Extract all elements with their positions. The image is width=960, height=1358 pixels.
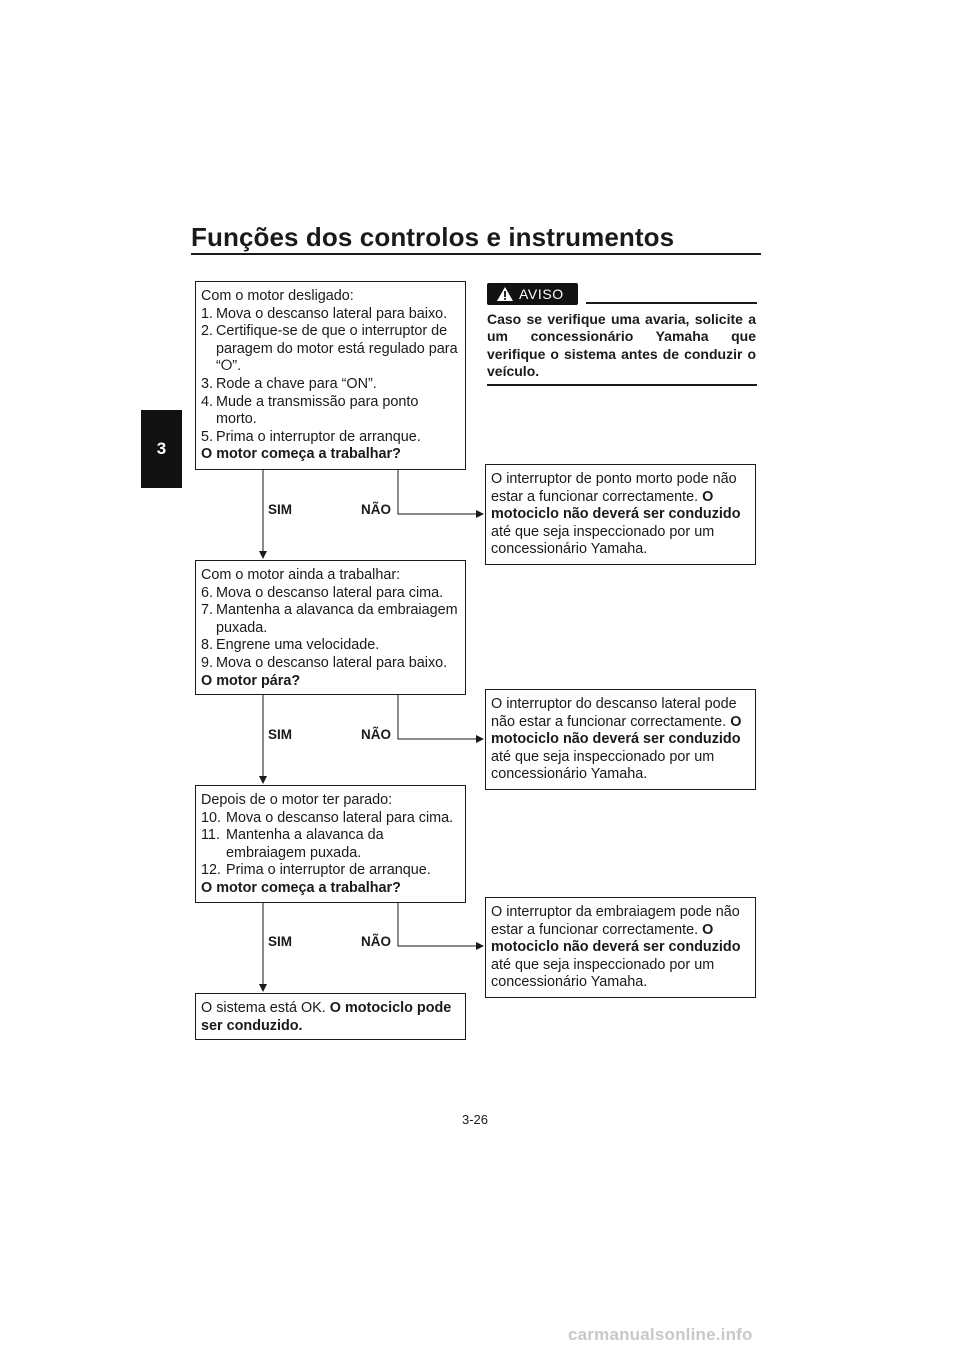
list-item: 7. Mantenha a alavanca da embraiagem puxada. bbox=[201, 602, 458, 636]
yes-label-2: SIM bbox=[268, 727, 293, 742]
list-item: 12. Prima o interruptor de arranque. bbox=[201, 862, 431, 879]
no-arrow-1 bbox=[398, 470, 483, 514]
warning-triangle-icon bbox=[496, 286, 514, 302]
list-item: 6. Mova o descanso lateral para cima. bbox=[201, 584, 444, 601]
step3-intro: Depois de o motor ter parado: bbox=[201, 792, 393, 808]
step3-question: O motor começa a trabalhar? bbox=[201, 879, 401, 896]
list-item: 2. Certifique-se de que o interruptor de paragem do motor está regulado para “⭘”. bbox=[201, 323, 458, 375]
step2-intro: Com o motor ainda a trabalhar: bbox=[201, 567, 401, 583]
no-arrow-3 bbox=[398, 903, 483, 946]
list-item: 9. Mova o descanso lateral para baixo. bbox=[201, 654, 448, 671]
step2-box bbox=[195, 560, 466, 695]
step1-box bbox=[195, 281, 466, 470]
final-text: O sistema está OK. bbox=[201, 1000, 326, 1016]
warning-badge bbox=[487, 283, 578, 305]
warning-bottom-rule bbox=[487, 384, 757, 386]
list-item: 4. Mude a transmissão para ponto morto. bbox=[201, 393, 419, 428]
list-item: 10. Mova o descanso lateral para cima. bbox=[201, 809, 454, 826]
step1-intro: Com o motor desligado: bbox=[201, 288, 354, 304]
no-label-2: NÃO bbox=[361, 727, 391, 742]
list-item: 5. Prima o interruptor de arranque. bbox=[201, 428, 421, 445]
page-number: 3-26 bbox=[462, 1112, 489, 1127]
result3-box: O interruptor da embraiagem pode não estar a funcionar correctamente. O motociclo não deverá ser conduzido até que seja inspeccionado por um concessionário Yamaha. bbox=[485, 897, 756, 998]
list-item: 8. Engrene uma velocidade. bbox=[201, 637, 380, 654]
warning-text: Caso se verifique uma avaria, solicite a um concessionário Yamaha que verifique o sistema antes de conduzir o veículo. bbox=[487, 311, 756, 380]
yes-label-1: SIM bbox=[268, 502, 293, 517]
watermark: carmanualsonline.info bbox=[568, 1325, 753, 1344]
step2-question: O motor pára? bbox=[201, 672, 301, 689]
yes-label-3: SIM bbox=[268, 934, 293, 949]
final-bold: O motociclo pode ser conduzido. bbox=[201, 1000, 452, 1034]
list-item: 1. Mova o descanso lateral para baixo. bbox=[201, 305, 448, 322]
page-title: Funções dos controlos e instrumentos bbox=[191, 222, 675, 252]
list-item: 11. Mantenha a alavanca da embraiagem puxada. bbox=[201, 827, 384, 861]
chapter-tab: 3 bbox=[141, 410, 182, 488]
no-arrow-2 bbox=[398, 695, 483, 739]
final-box bbox=[195, 993, 466, 1040]
result1-box: O interruptor de ponto morto pode não estar a funcionar correctamente. O motociclo não deverá ser conduzido até que seja inspeccionado por um concessionário Yamaha. bbox=[485, 464, 756, 565]
warning-rule bbox=[586, 302, 757, 304]
step3-box bbox=[195, 785, 466, 903]
no-label-3: NÃO bbox=[361, 934, 391, 949]
list-item: 3. Rode a chave para “ON”. bbox=[201, 375, 377, 392]
no-label-1: NÃO bbox=[361, 502, 391, 517]
step1-question: O motor começa a trabalhar? bbox=[201, 446, 401, 463]
warning-label: AVISO bbox=[519, 286, 564, 302]
result2-box: O interruptor do descanso lateral pode não estar a funcionar correctamente. O motociclo não deverá ser conduzido até que seja inspeccionado por um concessionário Yamaha. bbox=[485, 689, 756, 790]
